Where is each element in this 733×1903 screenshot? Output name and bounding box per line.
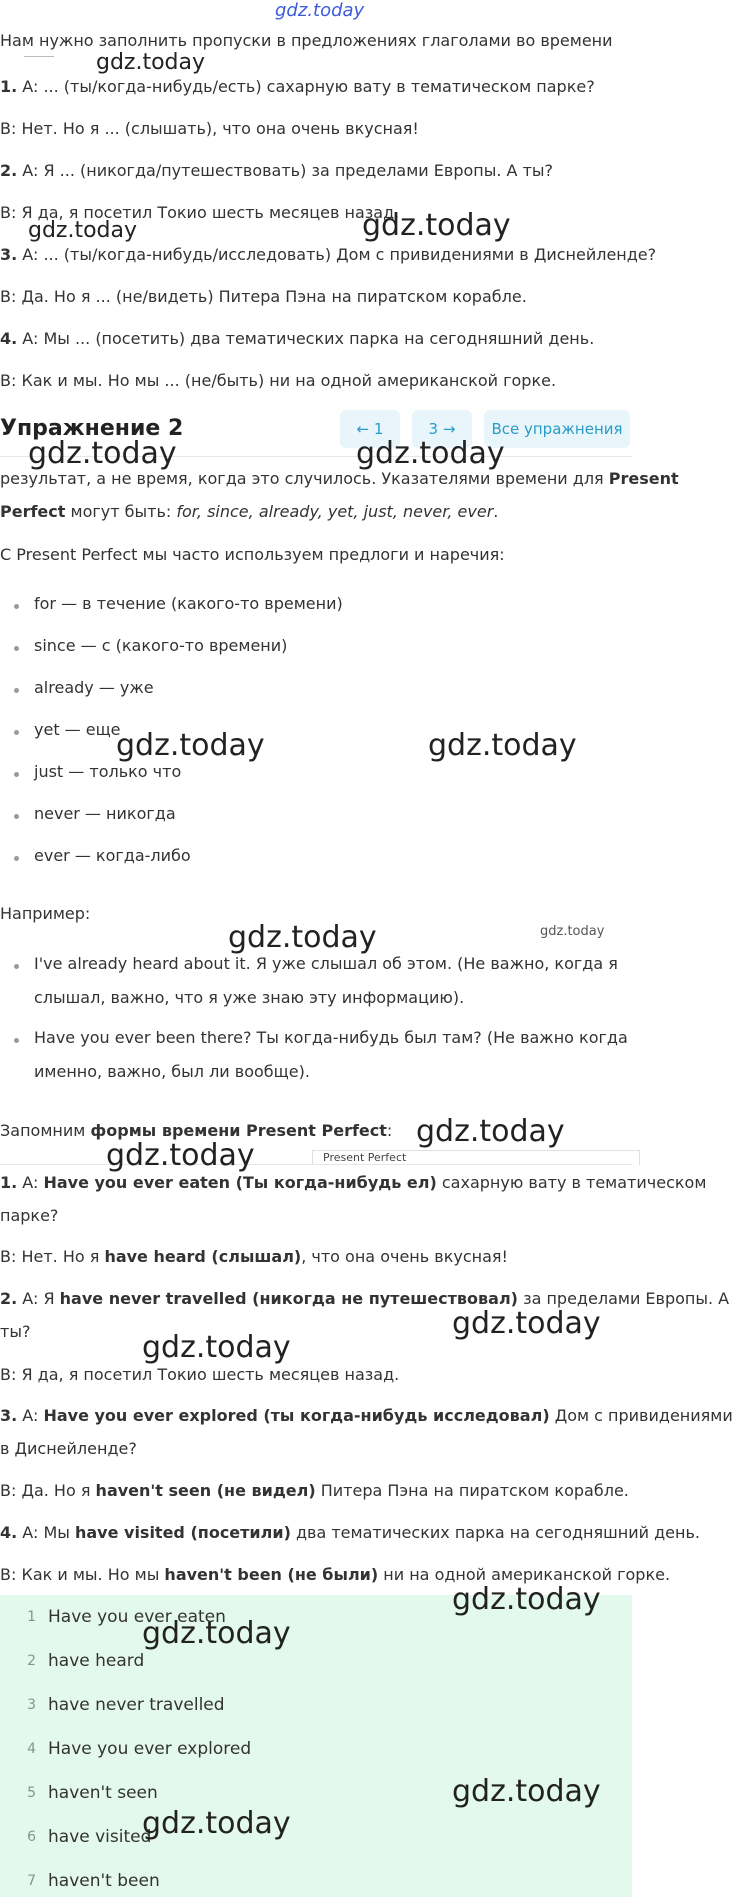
adverb-item: never — никогда — [34, 804, 176, 823]
bullet-dot — [14, 646, 19, 651]
watermark: gdz.today — [28, 218, 138, 243]
answer-number: 4 — [27, 1741, 36, 1757]
answer-number: 5 — [27, 1785, 36, 1801]
question-2b: B: Я да, я посетил Токио шесть месяцев назад. — [0, 203, 400, 222]
intro-text: Нам нужно заполнить пропуски в предложениях глаголами во времени — [0, 31, 613, 50]
solution-line: 3. A: Have you ever explored (ты когда-нибудь исследовал) Дом с привидениями — [0, 1406, 733, 1425]
solution-line: 1. A: Have you ever eaten (Ты когда-нибудь ел) сахарную вату в тематическом — [0, 1173, 707, 1192]
example-line: слышал, важно, что я уже знаю эту информацию). — [34, 988, 465, 1007]
bullet-dot — [14, 604, 19, 609]
theory-line-3: С Present Perfect мы часто используем предлоги и наречия: — [0, 545, 505, 564]
answer-number: 6 — [27, 1829, 36, 1845]
bullet-dot — [14, 1038, 19, 1043]
theory-line-2: Perfect могут быть: for, since, already, yet, just, never, ever. — [0, 502, 499, 521]
adverb-item: ever — когда-либо — [34, 846, 191, 865]
watermark: gdz.today — [142, 1330, 291, 1365]
site-logo[interactable]: gdz.today — [275, 0, 365, 21]
watermark: gdz.today — [540, 924, 605, 939]
answer-text: Have you ever explored — [48, 1739, 252, 1759]
adverb-item: already — уже — [34, 678, 154, 697]
solution-line: B: Да. Но я haven't seen (не видел) Питера Пэна на пиратском корабле. — [0, 1481, 629, 1500]
watermark: gdz.today — [362, 208, 511, 243]
question-3b: B: Да. Но я ... (не/видеть) Питера Пэна на пиратском корабле. — [0, 287, 527, 306]
solution-line: 4. A: Мы have visited (посетили) два тематических парка на сегодняшний день. — [0, 1523, 700, 1542]
watermark: gdz.today — [106, 1138, 255, 1173]
forms-heading: Запомним формы времени Present Perfect: — [0, 1121, 393, 1140]
answer-row — [0, 1639, 144, 1683]
bullet-dot — [14, 964, 19, 969]
answer-number: 3 — [27, 1697, 36, 1713]
question-1a: 1. A: ... (ты/когда-нибудь/есть) сахарную вату в тематическом парке? — [0, 77, 595, 96]
watermark: gdz.today — [356, 436, 505, 471]
watermark: gdz.today — [452, 1582, 601, 1617]
forms-table-fragment: Present Perfect — [312, 1150, 640, 1165]
answer-row — [0, 1771, 158, 1815]
example-line: I've already heard about it. Я уже слышал об этом. (Не важно, когда я — [34, 954, 618, 973]
answer-row — [0, 1815, 151, 1859]
all-exercises-button[interactable]: Все упражнения — [484, 410, 630, 448]
solution-line: B: Я да, я посетил Токио шесть месяцев назад. — [0, 1365, 400, 1384]
solution-line: B: Как и мы. Но мы haven't been (не были) ни на одной американской горке. — [0, 1565, 671, 1584]
watermark: gdz.today — [142, 1616, 291, 1651]
answer-text: Have you ever eaten — [48, 1607, 226, 1627]
bullet-dot — [14, 772, 19, 777]
prev-exercise-button[interactable]: ← 1 — [340, 410, 400, 448]
solution-line: парке? — [0, 1206, 59, 1225]
solution-line: в Диснейленде? — [0, 1439, 137, 1458]
adverb-item: just — только что — [34, 762, 182, 781]
solution-line: B: Нет. Но я have heard (слышал), что она очень вкусная! — [0, 1247, 508, 1266]
question-4a: 4. A: Мы ... (посетить) два тематических парка на сегодняшний день. — [0, 329, 595, 348]
question-2a: 2. A: Я ... (никогда/путешествовать) за пределами Европы. А ты? — [0, 161, 554, 180]
example-label: Например: — [0, 904, 91, 923]
example-line: именно, важно, был ли вообще). — [34, 1062, 310, 1081]
watermark: gdz.today — [116, 728, 265, 763]
table-divider — [0, 1164, 632, 1165]
bullet-dot — [14, 856, 19, 861]
adverb-item: since — с (какого-то времени) — [34, 636, 288, 655]
answer-row — [0, 1683, 225, 1727]
answer-number: 7 — [27, 1873, 36, 1889]
adverb-item: for — в течение (какого-то времени) — [34, 594, 343, 613]
answer-number: 2 — [27, 1653, 36, 1669]
watermark: gdz.today — [142, 1806, 291, 1841]
bullet-dot — [14, 688, 19, 693]
watermark: gdz.today — [416, 1114, 565, 1149]
bullet-dot — [14, 814, 19, 819]
watermark: gdz.today — [452, 1774, 601, 1809]
watermark: gdz.today — [28, 436, 177, 471]
exercise-title: Упражнение 2 — [0, 416, 184, 441]
answer-text: haven't seen — [48, 1783, 158, 1803]
answer-row — [0, 1859, 160, 1903]
example-line: Have you ever been there? Ты когда-нибудь был там? (Не важно когда — [34, 1028, 628, 1047]
question-3a: 3. A: ... (ты/когда-нибудь/исследовать) Дом с привидениями в Диснейленде? — [0, 245, 657, 264]
answer-row — [0, 1727, 251, 1771]
solution-line: ты? — [0, 1322, 31, 1341]
answer-number: 1 — [27, 1609, 36, 1625]
answer-text: have heard — [48, 1651, 145, 1671]
watermark: gdz.today — [428, 728, 577, 763]
theory-line-1: результат, а не время, когда это случилось. Указателями времени для Present — [0, 469, 679, 488]
answer-text: haven't been — [48, 1871, 160, 1891]
watermark: gdz.today — [452, 1306, 601, 1341]
answers-panel — [0, 1595, 632, 1897]
adverb-item: yet — еще — [34, 720, 121, 739]
answer-text: have never travelled — [48, 1695, 225, 1715]
watermark: gdz.today — [96, 50, 206, 75]
next-exercise-button[interactable]: 3 → — [412, 410, 472, 448]
watermark: gdz.today — [228, 920, 377, 955]
question-4b: B: Как и мы. Но мы ... (не/быть) ни на одной американской горке. — [0, 371, 557, 390]
question-1b: B: Нет. Но я ... (слышать), что она очень вкусная! — [0, 119, 419, 138]
bullet-dot — [14, 730, 19, 735]
solution-line: 2. A: Я have never travelled (никогда не путешествовал) за пределами Европы. А — [0, 1289, 730, 1308]
cropped-text-fragment — [24, 56, 54, 57]
answer-text: have visited — [48, 1827, 152, 1847]
